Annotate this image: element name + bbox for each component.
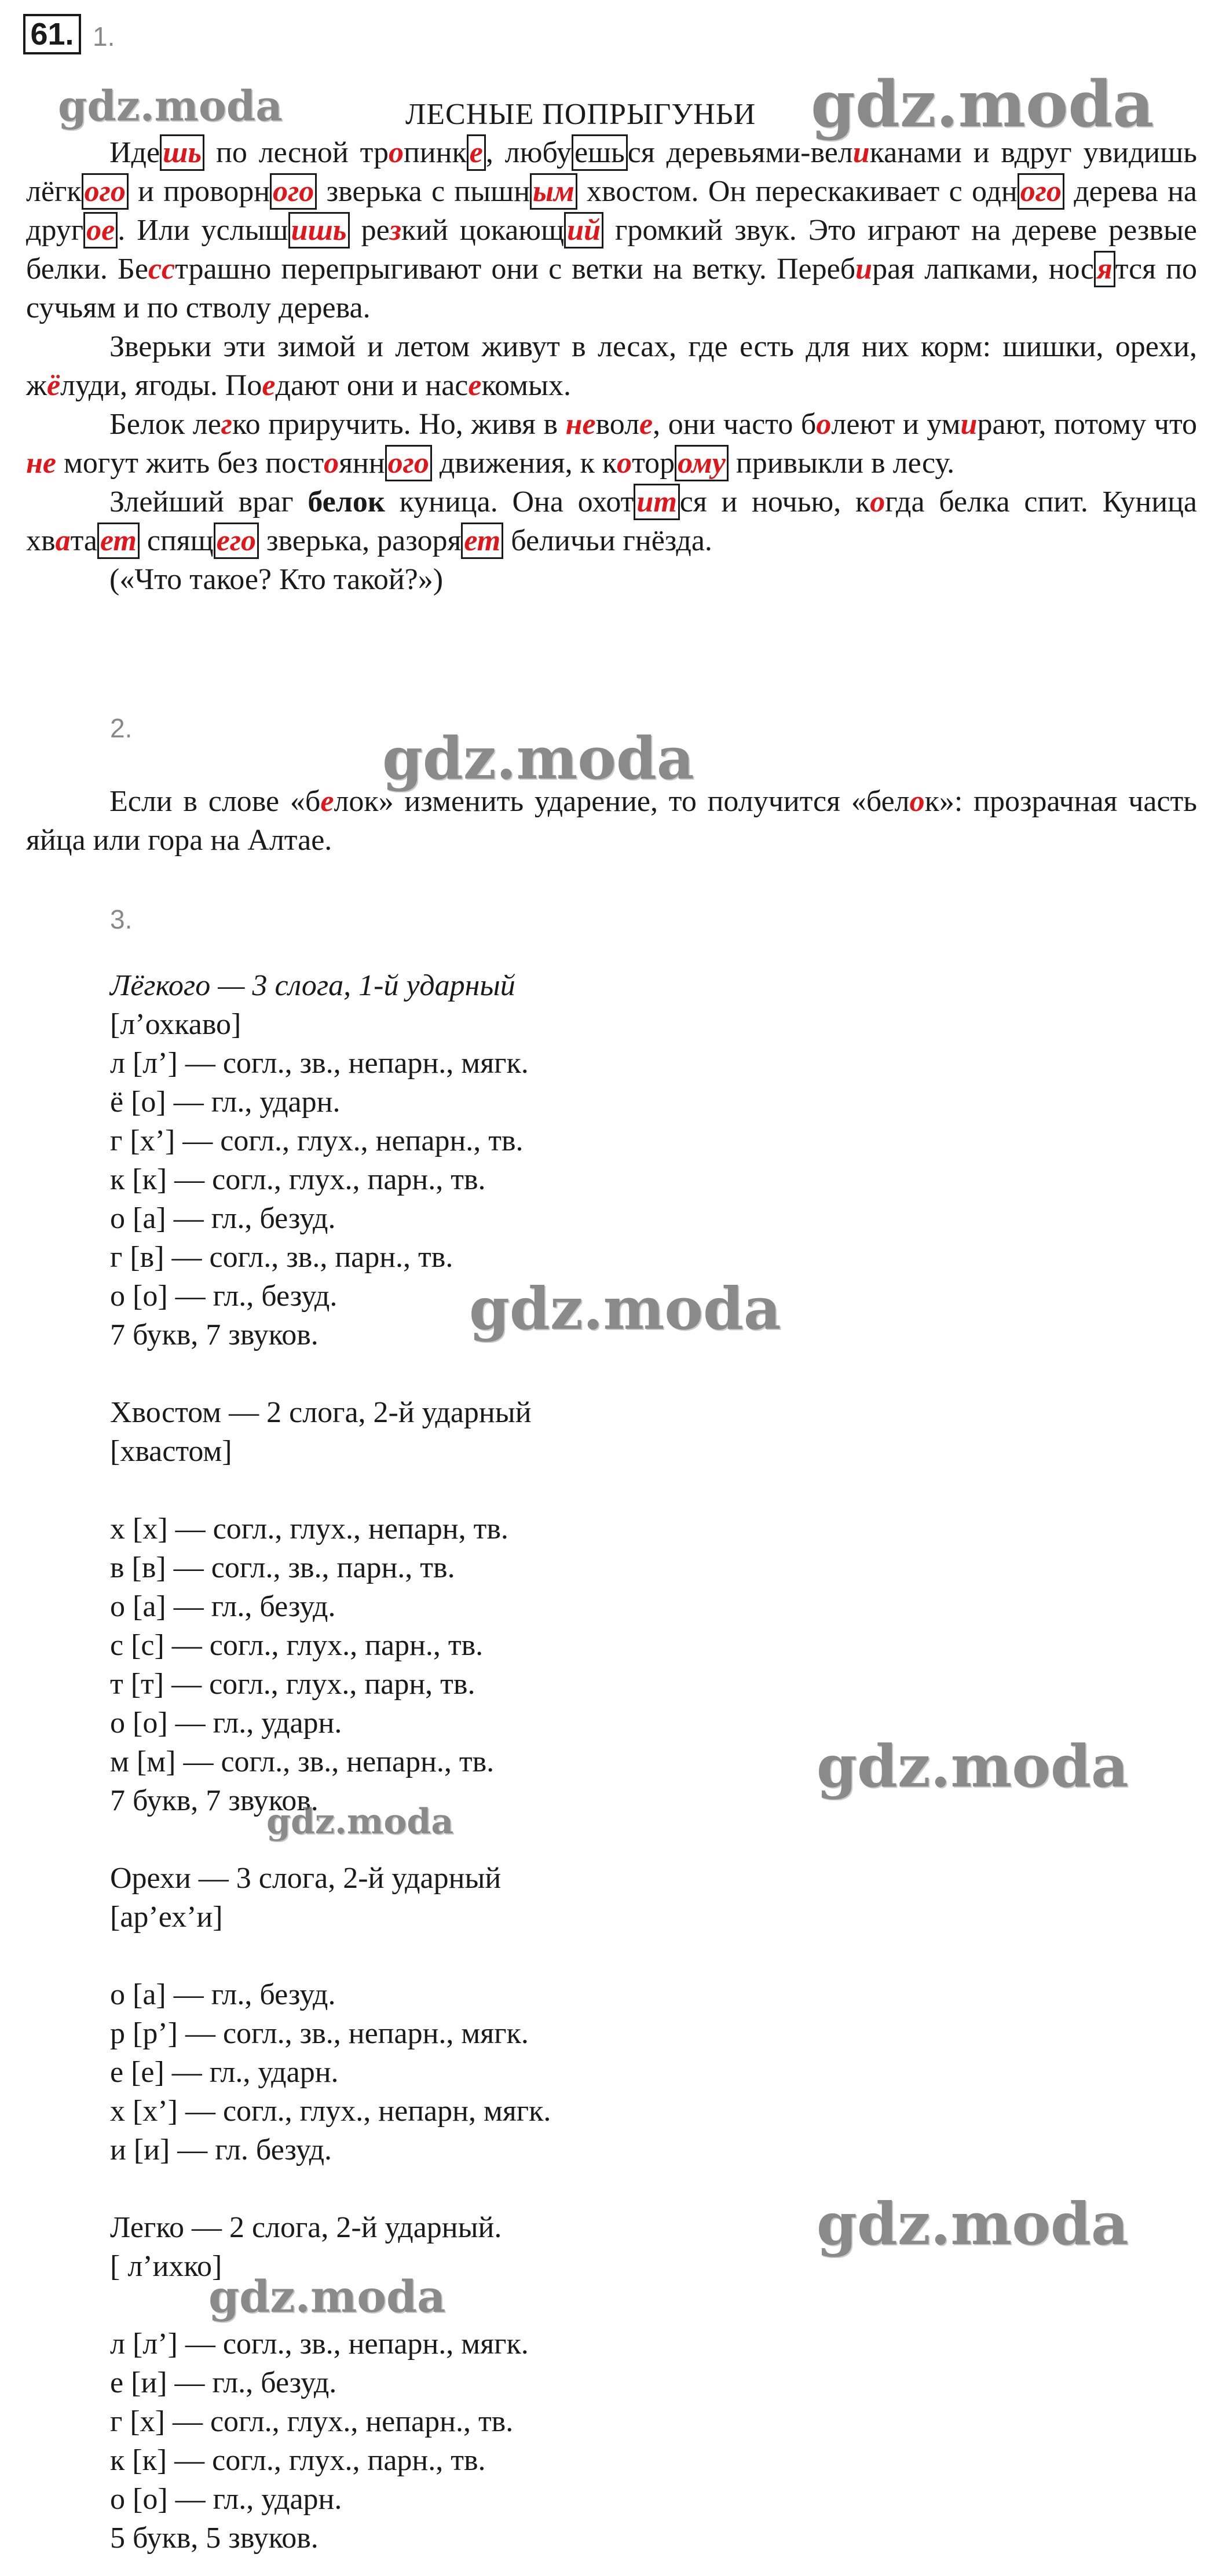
section2-paragraph: Если в слове «белок» изменить ударение, то получится «белок»: прозрачная часть яйца или гора на Алтае. [26, 785, 1197, 857]
section-label-3: 3. [110, 904, 133, 934]
transcription: [ар’ех’и] [110, 1901, 223, 1934]
word-heading: Лёгкого — 3 слога, 1-й ударный [110, 969, 515, 1002]
exercise-number: 61. [23, 14, 81, 54]
sound-line: г [х’] — согл., глух., непарн., тв. [110, 1124, 524, 1157]
source-citation: («Что такое? Кто такой?») [109, 563, 444, 596]
watermark: gdz.moda [817, 1732, 1129, 1800]
section-label-2: 2. [110, 713, 133, 743]
sound-line: к [к] — согл., глух., парн., тв. [110, 1163, 486, 1196]
sound-line: г [х] — согл., глух., непарн., тв. [110, 2405, 514, 2438]
sound-line: о [о] — гл., ударн. [110, 2483, 342, 2516]
watermark: gdz.moda [58, 81, 283, 130]
total-line: 7 букв, 7 звуков. [110, 1318, 319, 1351]
sound-line: л [л’] — согл., зв., непарн., мягк. [110, 2327, 529, 2361]
total-line: 7 букв, 7 звуков. [110, 1784, 319, 1817]
transcription: [л’охкаво] [110, 1008, 241, 1041]
watermark: gdz.moda [469, 1274, 781, 1343]
sound-line: т [т] — согл., глух., парн, тв. [110, 1668, 475, 1701]
paragraph-3: Белок легко приручить. Но, живя в неволе, они часто болеют и умирают, потому что не могут жить без постоянного движения, к которому привыкли в лесу. [26, 405, 1197, 483]
sound-line: х [х’] — согл., глух., непарн, мягк. [110, 2095, 551, 2128]
text-title: ЛЕСНЫЕ ПОПРЫГУНЬИ [405, 98, 756, 131]
sound-line: г [в] — согл., зв., парн., тв. [110, 1241, 453, 1274]
sound-line: е [е] — гл., ударн. [110, 2056, 339, 2089]
section-label-1: 1. [93, 21, 115, 52]
paragraph-4: Злейший враг белок куница. Она охотится и ночью, когда белка спит. Куница хватает спящего зверька, разоряет беличьи гнёзда. [26, 483, 1197, 560]
sound-line: о [а] — гл., безуд. [110, 1978, 336, 2011]
sound-line: к [к] — согл., глух., парн., тв. [110, 2444, 486, 2477]
sound-line: в [в] — согл., зв., парн., тв. [110, 1551, 455, 1584]
watermark: gdz.moda [817, 2190, 1129, 2258]
sound-line: е [и] — гл., безуд. [110, 2366, 337, 2399]
word-heading: Орехи — 3 слога, 2-й ударный [110, 1862, 502, 1895]
sound-line: м [м] — согл., зв., непарн., тв. [110, 1745, 495, 1778]
sound-line: л [л’] — согл., зв., непарн., мягк. [110, 1047, 529, 1080]
section2-text [26, 782, 1197, 860]
total-line: 5 букв, 5 звуков. [110, 2522, 319, 2555]
sound-line: с [с] — согл., глух., парн., тв. [110, 1629, 484, 1662]
word-heading: Легко — 2 слога, 2-й ударный. [110, 2211, 502, 2244]
exercise-text [26, 133, 1197, 599]
sound-line: о [а] — гл., безуд. [110, 1590, 336, 1623]
sound-line: о [о] — гл., ударн. [110, 1707, 342, 1740]
paragraph-1: Идешь по лесной тропинке, любуешься деревьями-великанами и вдруг увидишь лёгкого и проворного зверька с пышным хвостом. Он перескакивает с одного дерева на другое. Или услышишь резкий цокающий громкий звук. Это играют на дереве резвые белки. Бесстрашно перепрыгивают они с ветки на ветку. Перебирая лапками, носятся по сучьям и по стволу дерева. [26, 133, 1197, 327]
sound-line: ё [о] — гл., ударн. [110, 1086, 341, 1119]
watermark: gdz.moda [382, 724, 694, 792]
watermark: gdz.moda [266, 1802, 454, 1842]
sound-line: и [и] — гл. безуд. [110, 2133, 332, 2166]
word-heading: Хвостом — 2 слога, 2-й ударный [110, 1396, 532, 1429]
sound-line: о [а] — гл., безуд. [110, 1202, 336, 1235]
watermark: gdz.moda [208, 2271, 446, 2322]
sound-line: о [о] — гл., безуд. [110, 1280, 338, 1313]
paragraph-2: Зверьки эти зимой и летом живут в лесах, где есть для них корм: шишки, орехи, жёлуди, ягоды. Поедают они и насекомых. [26, 330, 1197, 402]
transcription: [ л’ихко] [110, 2250, 222, 2283]
watermark: gdz.moda [811, 67, 1154, 141]
sound-line: р [р’] — согл., зв., непарн., мягк. [110, 2017, 529, 2050]
transcription: [хвастом] [110, 1435, 232, 1468]
sound-line: х [х] — согл., глух., непарн, тв. [110, 1512, 508, 1545]
